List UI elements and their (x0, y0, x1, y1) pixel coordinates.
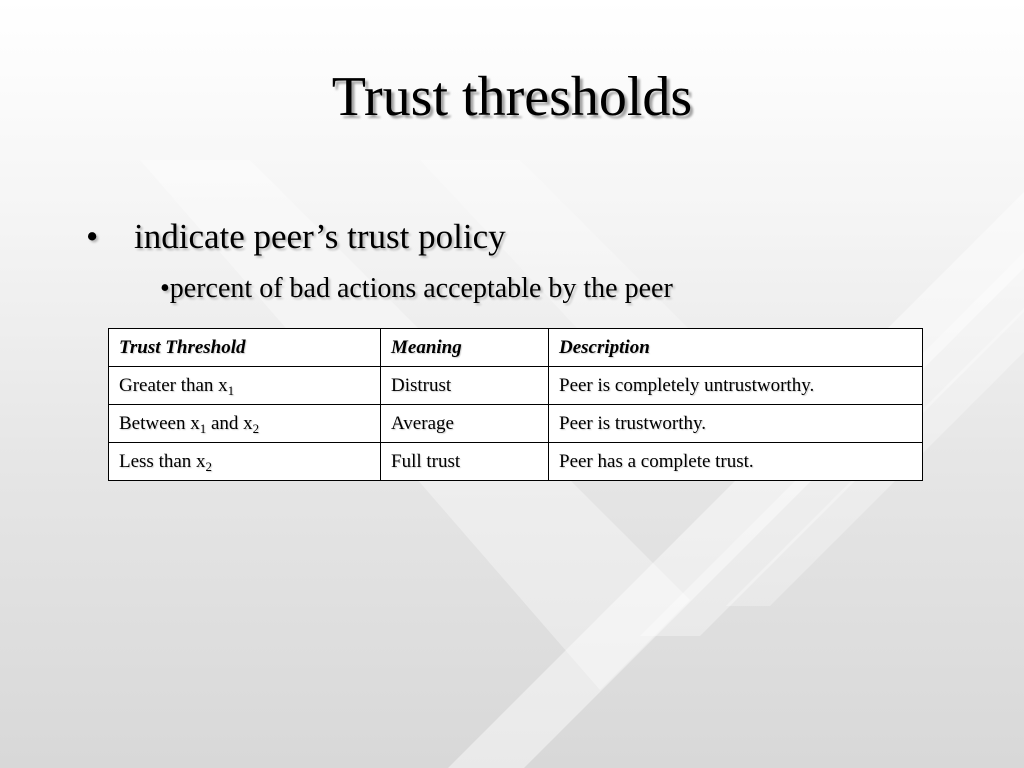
threshold-cell (109, 443, 381, 481)
header-description: Description (549, 329, 923, 367)
sub-bullet-text: •percent of bad actions acceptable by the peer (160, 273, 673, 304)
description-cell: Peer is completely untrustworthy. (549, 367, 923, 405)
meaning-cell: Average (381, 405, 549, 443)
table-row (109, 367, 923, 405)
threshold-subscript: 2 (205, 458, 213, 474)
threshold-subscript: 1 (199, 420, 207, 436)
threshold-text: Between x (119, 412, 200, 434)
bullet-item (86, 214, 506, 260)
header-meaning: Meaning (381, 329, 549, 367)
threshold-text: Less than x (119, 450, 206, 472)
threshold-text: Greater than x (119, 374, 228, 396)
description-cell: Peer is trustworthy. (549, 405, 923, 443)
bullet-marker: • (86, 217, 99, 256)
threshold-subscript: 2 (252, 420, 260, 436)
threshold-cell (109, 367, 381, 405)
meaning-cell: Distrust (381, 367, 549, 405)
description-cell: Peer has a complete trust. (549, 443, 923, 481)
header-trust-threshold: Trust Threshold (109, 329, 381, 367)
bullet-text: indicate peer’s trust policy (134, 217, 506, 256)
threshold-subscript: 1 (227, 382, 235, 398)
trust-threshold-table (108, 328, 923, 481)
threshold-cell (109, 405, 381, 443)
threshold-text: and x (206, 412, 253, 434)
table-header-row (109, 329, 923, 367)
table-row (109, 405, 923, 443)
meaning-cell: Full trust (381, 443, 549, 481)
slide-title: Trust thresholds (331, 66, 693, 128)
table-row (109, 443, 923, 481)
